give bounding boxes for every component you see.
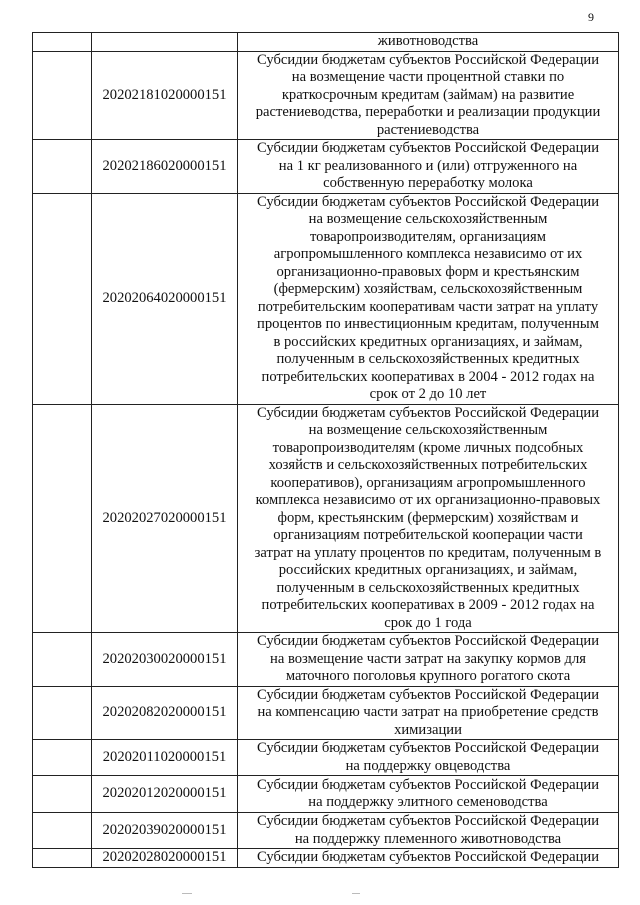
blank-cell xyxy=(33,686,92,740)
table-row xyxy=(33,633,619,687)
table-row xyxy=(33,813,619,849)
blank-cell xyxy=(33,776,92,813)
scan-artifact xyxy=(182,893,192,894)
scan-artifact xyxy=(352,893,360,894)
budget-code: 20202181020000151 xyxy=(92,51,238,140)
subsidy-description: Субсидии бюджетам субъектов Российской Федерации на возмещение части процентной ставки по краткосрочным кредитам (займам) на развитие растениеводства, переработки и реализации продукции растениеводства xyxy=(238,51,619,140)
budget-code: 20202011020000151 xyxy=(92,740,238,776)
blank-cell xyxy=(33,51,92,140)
subsidy-description: Субсидии бюджетам субъектов Российской Федерации на 1 кг реализованного и (или) отгруженного на собственную переработку молока xyxy=(238,140,619,194)
subsidy-description: Субсидии бюджетам субъектов Российской Федерации на компенсацию части затрат на приобретение средств химизации xyxy=(238,686,619,740)
blank-cell xyxy=(33,813,92,849)
budget-code: 20202028020000151 xyxy=(92,849,238,868)
table-row xyxy=(33,849,619,868)
table-row xyxy=(33,686,619,740)
page-number: 9 xyxy=(588,10,594,24)
table-row xyxy=(33,740,619,776)
blank-cell xyxy=(33,33,92,52)
budget-code: 20202064020000151 xyxy=(92,193,238,404)
subsidy-description: Субсидии бюджетам субъектов Российской Федерации на возмещение сельскохозяйственным товаропроизводителям, организациям агропромышленного комплекса независимо от их организационно-правовых форм и крестьянским (фермерским) хозяйствам, сельскохозяйственным потребительским кооперативам части затрат на уплату процентов по инвестиционным кредитам, полученным в российских кредитных организациях, и займам, полученным в сельскохозяйственных кредитных потребительских кооперативах в 2004 - 2012 годах на срок от 2 до 10 лет xyxy=(238,193,619,404)
subsidy-description: Субсидии бюджетам субъектов Российской Федерации на возмещение части затрат на закупку кормов для маточного поголовья крупного рогатого скота xyxy=(238,633,619,687)
table-row xyxy=(33,776,619,813)
subsidy-description: Субсидии бюджетам субъектов Российской Федерации на поддержку овцеводства xyxy=(238,740,619,776)
blank-cell xyxy=(33,633,92,687)
budget-code: 20202186020000151 xyxy=(92,140,238,194)
table-row xyxy=(33,193,619,404)
subsidy-description: животноводства xyxy=(238,33,619,52)
budget-code: 20202039020000151 xyxy=(92,813,238,849)
table-row xyxy=(33,140,619,194)
budget-code: 20202030020000151 xyxy=(92,633,238,687)
blank-cell xyxy=(33,740,92,776)
budget-code: 20202082020000151 xyxy=(92,686,238,740)
budget-code-table xyxy=(32,32,619,868)
subsidy-description: Субсидии бюджетам субъектов Российской Федерации на поддержку элитного семеноводства xyxy=(238,776,619,813)
subsidy-description: Субсидии бюджетам субъектов Российской Федерации на поддержку племенного животноводства xyxy=(238,813,619,849)
blank-cell xyxy=(33,849,92,868)
table-row xyxy=(33,33,619,52)
blank-cell xyxy=(33,193,92,404)
blank-cell xyxy=(33,140,92,194)
budget-code: 20202012020000151 xyxy=(92,776,238,813)
budget-code: 20202027020000151 xyxy=(92,404,238,633)
blank-cell xyxy=(33,404,92,633)
table-row xyxy=(33,404,619,633)
subsidy-description: Субсидии бюджетам субъектов Российской Федерации на возмещение сельскохозяйственным товаропроизводителям (кроме личных подсобных хозяйств и сельскохозяйственных потребительских кооперативов), организациям агропромышленного комплекса независимо от их организационно-правовых форм, крестьянским (фермерским) хозяйствам и организациям потребительской кооперации части затрат на уплату процентов по кредитам, полученным в российских кредитных организациях, и займам, полученным в сельскохозяйственных кредитных потребительских кооперативах в 2009 - 2012 годах на срок до 1 года xyxy=(238,404,619,633)
subsidy-description: Субсидии бюджетам субъектов Российской Федерации xyxy=(238,849,619,868)
budget-code xyxy=(92,33,238,52)
table-row xyxy=(33,51,619,140)
